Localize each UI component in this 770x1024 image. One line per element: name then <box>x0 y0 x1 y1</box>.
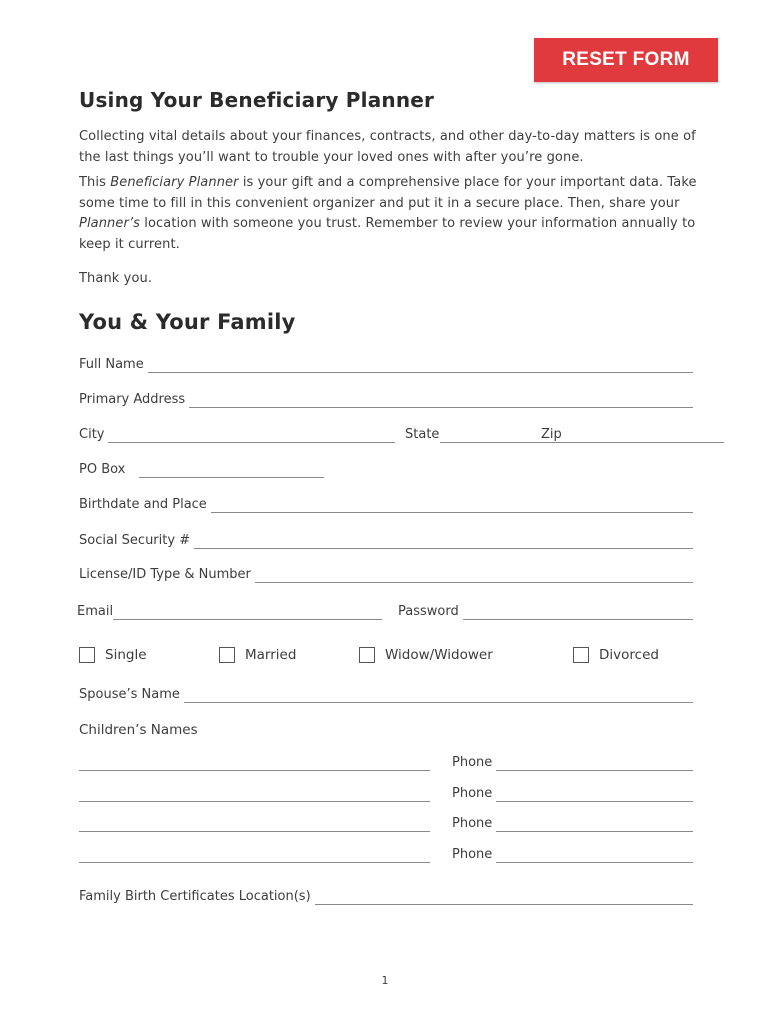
child-phone-field-1[interactable] <box>496 752 693 771</box>
zip-label: Zip <box>541 427 562 442</box>
spouse-row <box>79 683 693 705</box>
phone-label: Phone <box>452 786 493 801</box>
password-label: Password <box>398 604 459 619</box>
po-box-row <box>79 458 324 480</box>
license-id-field[interactable] <box>255 564 693 583</box>
section-title-family: You & Your Family <box>79 310 296 334</box>
full-name-row <box>79 353 693 375</box>
intro-thank-you: Thank you. <box>79 271 153 286</box>
child-phone-field-3[interactable] <box>496 813 693 832</box>
primary-address-field[interactable] <box>189 389 693 408</box>
child-phone-row-4 <box>452 843 693 865</box>
email-label: Email <box>77 604 114 619</box>
po-box-label: PO Box <box>79 462 126 477</box>
status-married[interactable] <box>219 645 296 665</box>
child-row-4 <box>79 843 430 865</box>
license-row <box>79 563 693 585</box>
status-widow[interactable] <box>359 645 493 665</box>
ssn-label: Social Security # <box>79 533 191 548</box>
email-row <box>77 600 382 622</box>
status-single[interactable] <box>79 645 147 665</box>
widow-widower-checkbox[interactable] <box>359 647 375 663</box>
married-checkbox[interactable] <box>219 647 235 663</box>
widow-widower-label: Widow/Widower <box>385 647 493 663</box>
birth-certificates-field[interactable] <box>315 886 693 905</box>
child-name-field-3[interactable] <box>79 813 430 832</box>
city-label: City <box>79 427 105 442</box>
password-row <box>398 600 693 622</box>
page-title: Using Your Beneficiary Planner <box>79 88 435 112</box>
phone-label: Phone <box>452 816 493 831</box>
phone-label: Phone <box>452 755 493 770</box>
po-box-field[interactable] <box>139 459 324 478</box>
full-name-field[interactable] <box>148 354 693 373</box>
child-row-1 <box>79 751 430 773</box>
birth-certificates-label: Family Birth Certificates Location(s) <box>79 889 311 904</box>
intro-text-part-2: is your gift and a comprehensive place for your important data. Take some time to fill in this convenient organizer and put it in a secure place. Then, share your <box>79 175 697 211</box>
planner-name-italic: Beneficiary Planner <box>110 175 239 190</box>
married-label: Married <box>245 647 297 663</box>
state-row <box>405 423 535 445</box>
divorced-checkbox[interactable] <box>573 647 589 663</box>
child-phone-field-4[interactable] <box>496 844 693 863</box>
intro-paragraph-1: Collecting vital details about your finances, contracts, and other day-to-day matters is one of the last things you’ll want to trouble your loved ones with after you’re gone. <box>79 129 696 165</box>
status-divorced[interactable] <box>573 645 659 665</box>
city-field[interactable] <box>108 424 395 443</box>
children-names-heading: Children’s Names <box>79 722 198 738</box>
intro-paragraph-2 <box>79 173 719 255</box>
primary-address-label: Primary Address <box>79 392 186 407</box>
child-row-3 <box>79 812 430 834</box>
reset-form-button[interactable]: RESET FORM <box>534 38 718 82</box>
intro-text-part-3: location with someone you trust. Remember to review your information annually to keep it current. <box>79 216 696 252</box>
child-row-2 <box>79 782 430 804</box>
city-row <box>79 423 395 445</box>
birthdate-row <box>79 493 693 515</box>
ssn-row <box>79 529 693 551</box>
phone-label: Phone <box>452 847 493 862</box>
email-field[interactable] <box>113 601 382 620</box>
ssn-field[interactable] <box>194 530 693 549</box>
license-label: License/ID Type & Number <box>79 567 251 582</box>
page-number: 1 <box>381 974 389 987</box>
intro-text-part-1: This <box>79 175 111 190</box>
child-name-field-2[interactable] <box>79 783 430 802</box>
zip-row <box>541 423 693 445</box>
birthdate-label: Birthdate and Place <box>79 497 207 512</box>
spouse-name-field[interactable] <box>184 684 693 703</box>
child-name-field-1[interactable] <box>79 752 430 771</box>
child-phone-row-2 <box>452 782 693 804</box>
zip-field[interactable] <box>570 424 724 443</box>
password-field[interactable] <box>463 601 693 620</box>
state-label: State <box>405 427 440 442</box>
child-phone-row-1 <box>452 751 693 773</box>
planner-possessive-italic: Planner’s <box>79 216 141 231</box>
birthdate-place-field[interactable] <box>211 494 693 513</box>
child-phone-row-3 <box>452 812 693 834</box>
birth-certificates-row <box>79 885 693 907</box>
spouse-name-label: Spouse’s Name <box>79 687 180 702</box>
single-checkbox[interactable] <box>79 647 95 663</box>
single-label: Single <box>105 647 147 663</box>
full-name-label: Full Name <box>79 357 144 372</box>
primary-address-row <box>79 388 693 410</box>
child-name-field-4[interactable] <box>79 844 430 863</box>
divorced-label: Divorced <box>599 647 659 663</box>
child-phone-field-2[interactable] <box>496 783 693 802</box>
